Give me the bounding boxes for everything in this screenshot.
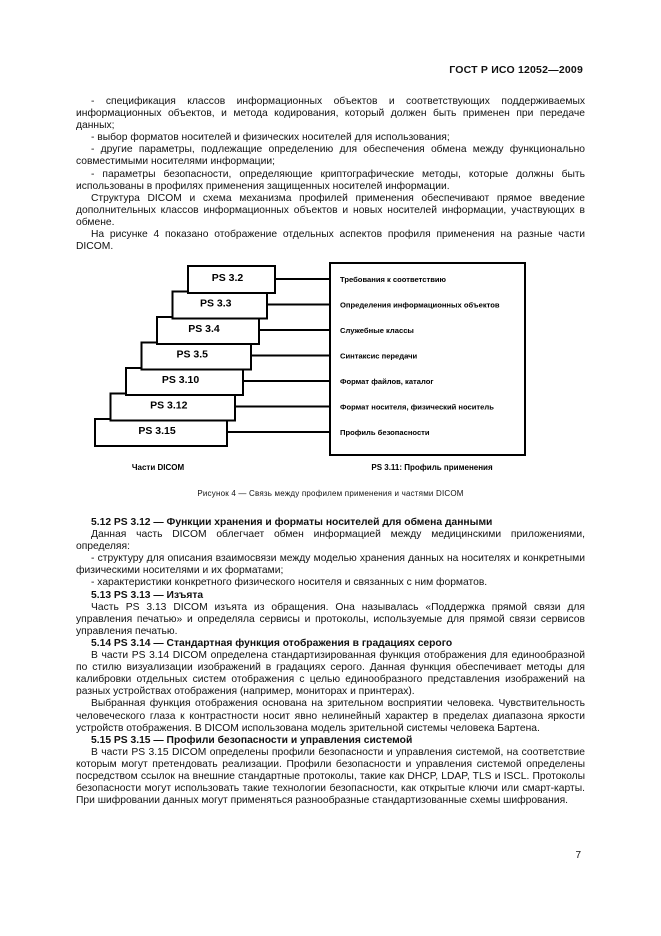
- page-number: 7: [575, 850, 581, 861]
- section-heading-5-12: 5.12 PS 3.12 — Функции хранения и форматы носителей для обмена данными: [91, 517, 493, 528]
- dicom-part-box: [157, 317, 259, 344]
- intro-paragraph: - спецификация классов информационных объектов и соответствующих поддерживаемых информационных объектов, и метода кодирования, который должен быть применен при передаче данных;: [76, 96, 585, 132]
- intro-paragraph: Структура DICOM и схема механизма профилей применения обеспечивают прямое введение дополнительных классов информационных объектов и новых носителей информации, участвующих в обмене.: [76, 192, 585, 228]
- dicom-part-box: [111, 394, 236, 421]
- dicom-part-label: PS 3.15: [138, 425, 176, 437]
- figure-caption: Рисунок 4 — Связь между профилем применения и частями DICOM: [197, 489, 464, 498]
- dicom-part-label: PS 3.12: [150, 399, 188, 412]
- section-paragraph: Выбранная функция отображения основана на зрительном восприятии человека. Чувствительность человеческого глаза к контрастности носит явно нелинейный характер в пределах диапазона яркости устройств отображения. В DICOM использована модель зрительной системы человека Бартена.: [76, 698, 585, 734]
- sections-text: [76, 517, 585, 807]
- figure-4-diagram: [0, 258, 661, 488]
- section-heading-5-15: 5.15 PS 3.15 — Профили безопасности и управления системой: [91, 734, 413, 746]
- section-paragraph: Данная часть DICOM облегчает обмен информацией между медицинскими приложениями, определяя:: [76, 529, 585, 553]
- intro-text: [76, 96, 585, 253]
- dicom-part-box: [142, 343, 252, 370]
- profile-item-label: Синтаксис передачи: [340, 351, 418, 361]
- section-paragraph: - структуру для описания взаимосвязи между моделью хранения данных на носителях и конкретными физическими носителями и их форматами;: [76, 553, 585, 577]
- dicom-part-label: PS 3.10: [161, 374, 200, 386]
- profile-item-label: Требования к соответствию: [340, 275, 447, 284]
- profile-item-label: Определения информационных объектов: [340, 300, 500, 310]
- dicom-parts-label: Части DICOM: [131, 463, 185, 472]
- dicom-part-label: PS 3.2: [211, 272, 244, 284]
- profile-item-label: Формат носителя, физический носитель: [340, 402, 494, 412]
- dicom-part-box: [188, 266, 275, 293]
- application-profile-label: PS 3.11: Профиль применения: [371, 463, 493, 472]
- profile-item-label: Профиль безопасности: [340, 428, 430, 437]
- dicom-parts-stack: [95, 266, 275, 446]
- intro-paragraph: На рисунке 4 показано отображение отдельных аспектов профиля применения на разные части DICOM.: [76, 229, 585, 253]
- dicom-part-label: PS 3.5: [176, 348, 209, 361]
- dicom-part-label: PS 3.4: [188, 323, 220, 335]
- profile-items: [340, 275, 500, 437]
- profile-item-label: Служебные классы: [340, 326, 414, 335]
- document-header: ГОСТ Р ИСО 12052—2009: [449, 64, 583, 76]
- section-paragraph: В части PS 3.14 DICOM определена стандартизированная функция отображения для единообразной по стилю визуализации изображений в градациях серого. Данная функция обеспечивает методы для калибровки отдельных систем отображения с целью единообразного представления изображений на разных устройствах отображения (например, мониторах и принтерах).: [76, 650, 585, 698]
- section-paragraph: Часть PS 3.13 DICOM изъята из обращения. Она называлась «Поддержка прямой связи для управления печатью» и определяла сервисы и протоколы, используемые для прямой связи сервисов управления печатью.: [76, 601, 585, 637]
- dicom-part-box: [126, 368, 243, 395]
- dicom-part-box: [173, 292, 268, 319]
- intro-paragraph: - другие параметры, подлежащие определению для обеспечения обмена между функционально совместимыми носителями информации;: [76, 144, 585, 168]
- section-heading-5-14: 5.14 PS 3.14 — Стандартная функция отображения в градациях серого: [91, 637, 453, 649]
- intro-paragraph: - выбор форматов носителей и физических носителей для использования;: [91, 132, 450, 144]
- section-paragraph: - характеристики конкретного физического носителя и связанных с ним форматов.: [91, 577, 488, 589]
- intro-paragraph: - параметры безопасности, определяющие криптографические методы, которые должны быть использованы в профилях применения защищенных носителей информации.: [76, 168, 585, 192]
- section-paragraph: В части PS 3.15 DICOM определены профили безопасности и управления системой, на соответствие которым могут претендовать реализации. Профили безопасности и управления системой определены посредством ссылок на внешние стандартные протоколы, такие как DHCP, LDAP, TLS и ISCL. Протоколы безопасности могут использовать такие технологии безопасности, как открытые ключи или смарт-карты. При шифровании данных могут применяться разнообразные стандартизованные схемы шифрования.: [76, 746, 585, 807]
- dicom-part-label: PS 3.3: [199, 297, 232, 310]
- section-heading-5-13: 5.13 PS 3.13 — Изъята: [91, 589, 204, 601]
- profile-item-label: Формат файлов, каталог: [340, 377, 434, 386]
- dicom-part-box: [95, 419, 227, 446]
